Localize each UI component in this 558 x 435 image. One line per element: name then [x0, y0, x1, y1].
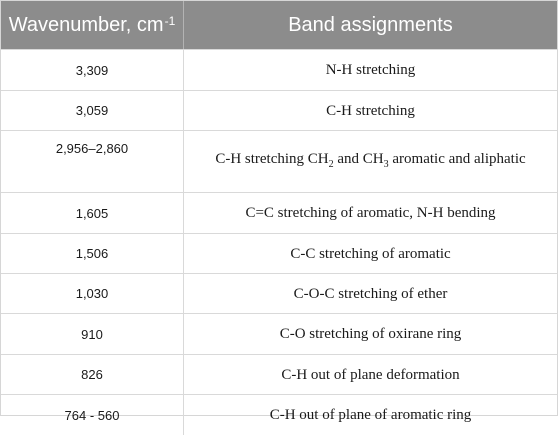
header-wavenumber [1, 1, 184, 49]
wavenumber-cell: 1,506 [1, 234, 184, 273]
wavenumber-cell: 910 [1, 314, 184, 354]
subscript-3: 3 [383, 158, 389, 170]
table-header [1, 1, 557, 49]
header-assignment-label: Band assignments [288, 13, 453, 36]
table-row [1, 49, 557, 90]
assignment-text-part: aromatic and aliphatic [388, 150, 526, 167]
header-band-assignments [184, 1, 557, 49]
wavenumber-cell: 2,956–2,860 [1, 131, 184, 192]
assignment-text-part: and CH [333, 150, 384, 167]
header-wavenumber-superscript: -1 [164, 14, 176, 28]
assignment-text-part: C-H stretching CH [215, 150, 329, 167]
table-row [1, 130, 557, 192]
table-row [1, 233, 557, 273]
table-row [1, 192, 557, 233]
assignment-cell: C-H out of plane deformation [281, 366, 460, 383]
assignment-cell: C-C stretching of aromatic [290, 245, 451, 262]
table-row [1, 354, 557, 394]
wavenumber-cell: 3,059 [1, 91, 184, 130]
table-row [1, 273, 557, 313]
assignment-cell: C-O-C stretching of ether [293, 285, 448, 302]
header-wavenumber-label: Wavenumber, cm [8, 13, 164, 36]
assignment-cell: C-H out of plane of aromatic ring [269, 407, 472, 423]
assignment-cell: N-H stretching [325, 62, 416, 78]
table-row [1, 313, 557, 354]
subscript-2: 2 [328, 158, 334, 170]
wavenumber-cell: 826 [1, 355, 184, 394]
table-row [1, 90, 557, 130]
assignment-cell: C-O stretching of oxirane ring [279, 326, 462, 342]
wavenumber-cell: 3,309 [1, 50, 184, 90]
assignment-cell [184, 131, 557, 192]
wavenumber-cell: 1,030 [1, 274, 184, 313]
wavenumber-cell: 764 - 560 [1, 395, 184, 435]
wavenumber-cell: 1,605 [1, 193, 184, 233]
assignment-text [215, 148, 525, 176]
assignment-cell: C-H stretching [326, 102, 415, 119]
assignment-cell: C=C stretching of aromatic, N-H bending [245, 205, 496, 221]
table-row [1, 394, 557, 435]
